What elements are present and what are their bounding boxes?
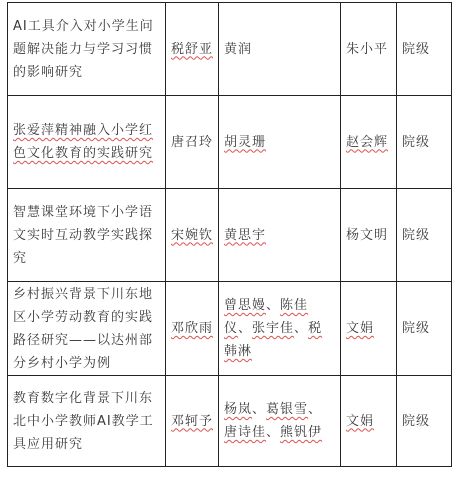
leader-cell xyxy=(166,189,219,282)
member-separator: 、 xyxy=(252,402,267,417)
member-separator: 、 xyxy=(266,425,281,440)
level-cell: 院级 xyxy=(397,282,452,376)
project-title-cell: AI工具介入对小学生问题解决能力与学习习惯的影响研究 xyxy=(8,3,166,96)
level-cell: 院级 xyxy=(397,3,452,96)
member-separator: 、 xyxy=(266,298,281,313)
project-table xyxy=(7,2,452,467)
member-separator: 、 xyxy=(238,321,253,336)
member-name: 税韩淋 xyxy=(224,321,323,359)
leader-cell xyxy=(166,282,219,376)
leader-cell xyxy=(166,376,219,467)
member-name: 唐诗佳 xyxy=(224,425,267,440)
member-separator: 、 xyxy=(308,402,323,417)
leader-name: 宋婉钦 xyxy=(171,227,214,243)
project-title-cell: 智慧课堂环境下小学语文实时互动教学实践探究 xyxy=(8,189,166,282)
project-title-cell: 教育数字化背景下川东北中小学教师AI教学工具应用研究 xyxy=(8,376,166,467)
member-name: 曾思嫚 xyxy=(224,298,267,313)
advisor-cell xyxy=(341,282,397,376)
table-row xyxy=(8,282,452,376)
table-row xyxy=(8,3,452,96)
member-name: 陈佳仪 xyxy=(224,298,309,336)
members-cell xyxy=(219,189,341,282)
member-name: 张宇佳 xyxy=(252,321,295,336)
project-title-cell xyxy=(8,96,166,189)
member-name: 葛银雪 xyxy=(266,402,309,417)
table-row xyxy=(8,96,452,189)
member-name: 黄思宇 xyxy=(224,227,267,243)
member-name: 杨岚 xyxy=(224,402,253,417)
advisor-name: 文娟 xyxy=(346,321,375,336)
leader-cell xyxy=(166,3,219,96)
member-name: 胡灵珊 xyxy=(224,134,267,150)
advisor-cell: 朱小平 xyxy=(341,3,397,96)
level-cell: 院级 xyxy=(397,96,452,189)
project-title-cell: 乡村振兴背景下川东地区小学劳动教育的实践路径研究——以达州部分乡村小学为例 xyxy=(8,282,166,376)
leader-name: 邓欣雨 xyxy=(171,321,214,336)
leader-name: 税舒亚 xyxy=(171,41,214,57)
level-cell: 院级 xyxy=(397,376,452,467)
advisor-name: 赵会辉 xyxy=(346,134,389,150)
advisor-cell: 杨文明 xyxy=(341,189,397,282)
advisor-cell xyxy=(341,96,397,189)
advisor-name: 文娟 xyxy=(346,413,375,429)
members-cell xyxy=(219,96,341,189)
leader-cell: 唐召玲 xyxy=(166,96,219,189)
leader-name: 邓轲予 xyxy=(171,413,214,429)
members-cell xyxy=(219,376,341,467)
table-row xyxy=(8,189,452,282)
project-title-text: 张爱萍精神融入小学红色文化教育的实践研究 xyxy=(13,123,154,161)
member-name: 黄润 xyxy=(224,41,253,57)
table-row xyxy=(8,376,452,467)
advisor-cell xyxy=(341,376,397,467)
level-cell: 院级 xyxy=(397,189,452,282)
members-cell xyxy=(219,282,341,376)
member-name: 熊钒伊 xyxy=(280,425,323,440)
member-separator: 、 xyxy=(294,321,309,336)
members-cell xyxy=(219,3,341,96)
